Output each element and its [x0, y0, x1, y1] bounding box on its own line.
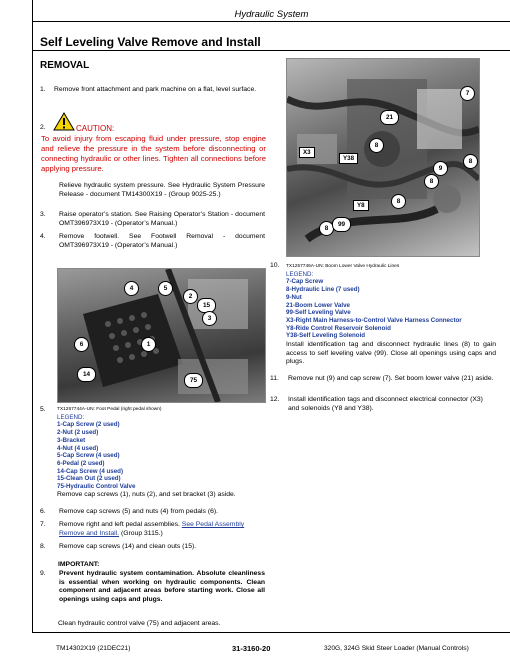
callout-5: 5 [158, 281, 173, 296]
step-number: 8. [40, 543, 46, 550]
removal-heading: REMOVAL [40, 60, 90, 71]
legend-item: 99-Self Leveling Valve [286, 309, 351, 317]
legend-item: 8-Hydraulic Line (7 used) [286, 286, 360, 294]
footer-divider [32, 632, 510, 633]
header-title: Hydraulic System [234, 9, 309, 20]
footer-doc-id: TM14302X19 (21DEC21) [56, 645, 131, 652]
step-text-after: (Group 3115.) [120, 529, 163, 537]
step-5-text: Remove cap screws (1), nuts (2), and set bracket (3) aside. [57, 491, 236, 498]
step-5-number: 5. [40, 406, 46, 413]
footer-model: 320G, 324G Skid Steer Loader (Manual Controls) [324, 645, 469, 652]
callout-7: 7 [460, 86, 475, 101]
pedal-assembly-link[interactable]: See Pedal Assembly Remove and Install. [59, 521, 245, 537]
step-2-text: Relieve hydraulic system pressure. See Hydraulic System Pressure Release - document TM14300X19 - (Group 9025-25.) [59, 182, 265, 198]
step-number: 6. [40, 508, 46, 515]
callout-8: 8 [391, 194, 406, 209]
section-title: Self Leveling Valve Remove and Install [40, 35, 261, 49]
step-text: Prevent hydraulic system contamination. Absolute cleanliness is essential when working on hydraulic components. Clean component and adjacent areas before starting work. Close all openings using caps and plugs. [59, 570, 265, 603]
caution-label: CAUTION: [76, 124, 115, 133]
step-text: Raise operator’s station. See Raising Operator’s Station - document OMT396973X19 - (Operator’s Manual.) [59, 211, 265, 227]
legend-title: LEGEND: [57, 413, 85, 421]
callout-2: 2 [183, 289, 198, 304]
legend-item: 9-Nut [286, 293, 302, 301]
callout-1: 1 [141, 337, 156, 352]
callout-8: 8 [463, 154, 478, 169]
step-9-extra: Clean hydraulic control valve (75) and adjacent areas. [58, 620, 221, 627]
figure-caption: TX1257744A-UN: Foot Pedal (right pedal shown) [57, 407, 162, 412]
legend-item: 6-Pedal (2 used) [57, 459, 105, 467]
step-text: Remove cap screws (14) and clean outs (15). [59, 543, 197, 550]
step-text: Remove right and left pedal assemblies. [59, 521, 180, 528]
callout-14: 14 [77, 367, 96, 382]
legend-item: 1-Cap Screw (2 used) [57, 421, 120, 429]
legend-item: X3-Right Main Harness-to-Control Valve Harness Connector [286, 316, 462, 324]
step-10-text: Install identification tag and disconnect hydraulic lines (8) to gain access to self leveling valve (99). Close all openings using caps and plugs. [286, 341, 496, 366]
callout-8: 8 [369, 138, 384, 153]
callout-8: 8 [319, 221, 334, 236]
legend-title: LEGEND: [286, 270, 314, 278]
step-number: 7. [40, 521, 46, 528]
callout-6: 6 [74, 337, 89, 352]
legend-item: 14-Cap Screw (4 used) [57, 467, 124, 475]
step-text: Install identification tags and disconnect electrical connector (X3) and solenoids (Y8 and Y38). [288, 396, 483, 412]
legend-item: 15-Clean Out (2 used) [57, 475, 121, 483]
step-text: Remove front attachment and park machine on a flat, level surface. [54, 86, 257, 93]
tag-y38: Y38 [339, 153, 358, 164]
callout-3: 3 [202, 311, 217, 326]
callout-15: 15 [197, 298, 216, 313]
callout-75: 75 [184, 373, 203, 388]
step-text: Remove nut (9) and cap screw (7). Set boom lower valve (21) aside. [288, 375, 494, 382]
step-number: 3. [40, 211, 46, 218]
step-number: 12. [270, 396, 280, 403]
legend-item: 4-Nut (4 used) [57, 444, 99, 452]
legend-item: Y8-Ride Control Reservoir Solenoid [286, 324, 391, 332]
legend-item: 5-Cap Screw (4 used) [57, 452, 120, 460]
step-number: 2. [40, 124, 46, 131]
step-number: 11. [270, 375, 279, 382]
step-10-legend [286, 263, 486, 340]
callout-8: 8 [424, 174, 439, 189]
legend-item: 2-Nut (2 used) [57, 429, 99, 437]
tag-x3: X3 [299, 147, 315, 158]
legend-item: 21-Boom Lower Valve [286, 301, 350, 309]
title-divider [32, 50, 510, 51]
boom-lower-valve-photo [286, 58, 480, 257]
step-number: 1. [40, 86, 46, 93]
footer-page-number: 31-3160-20 [232, 644, 271, 653]
photo-detail [287, 59, 479, 256]
callout-9: 9 [433, 161, 448, 176]
foot-pedal-photo [57, 268, 266, 403]
callout-4: 4 [124, 281, 139, 296]
legend-item: 3-Bracket [57, 436, 86, 444]
step-number: 9. [40, 570, 46, 577]
step-number: 4. [40, 233, 46, 240]
warning-triangle-icon [53, 112, 75, 131]
caution-warning: To avoid injury from escaping fluid under pressure, stop engine and relieve the pressure in the system before disconnecting or connecting hydraulic or other lines. Tighten all connections before applying pressure. [41, 134, 266, 173]
callout-21: 21 [380, 110, 399, 125]
tag-y8: Y8 [353, 200, 369, 211]
step-text: Remove footwell. See Footwell Removal - document OMT396973X19 - (Operator’s Manual.) [59, 233, 265, 249]
header-bar [32, 0, 510, 22]
figure-caption: TX1257746A-UN: Boom Lower Valve Hydraulic Lines [286, 264, 400, 269]
callout-99: 99 [332, 217, 351, 232]
step-5-legend [57, 406, 267, 491]
important-label: IMPORTANT: [58, 561, 100, 568]
step-text: Remove cap screws (5) and nuts (4) from pedals (6). [59, 508, 219, 515]
step-10-number: 10. [270, 262, 280, 269]
legend-item: 75-Hydraulic Control Valve [57, 483, 136, 491]
legend-item: 7-Cap Screw [286, 278, 324, 286]
legend-item: Y38-Self Leveling Solenoid [286, 332, 366, 340]
